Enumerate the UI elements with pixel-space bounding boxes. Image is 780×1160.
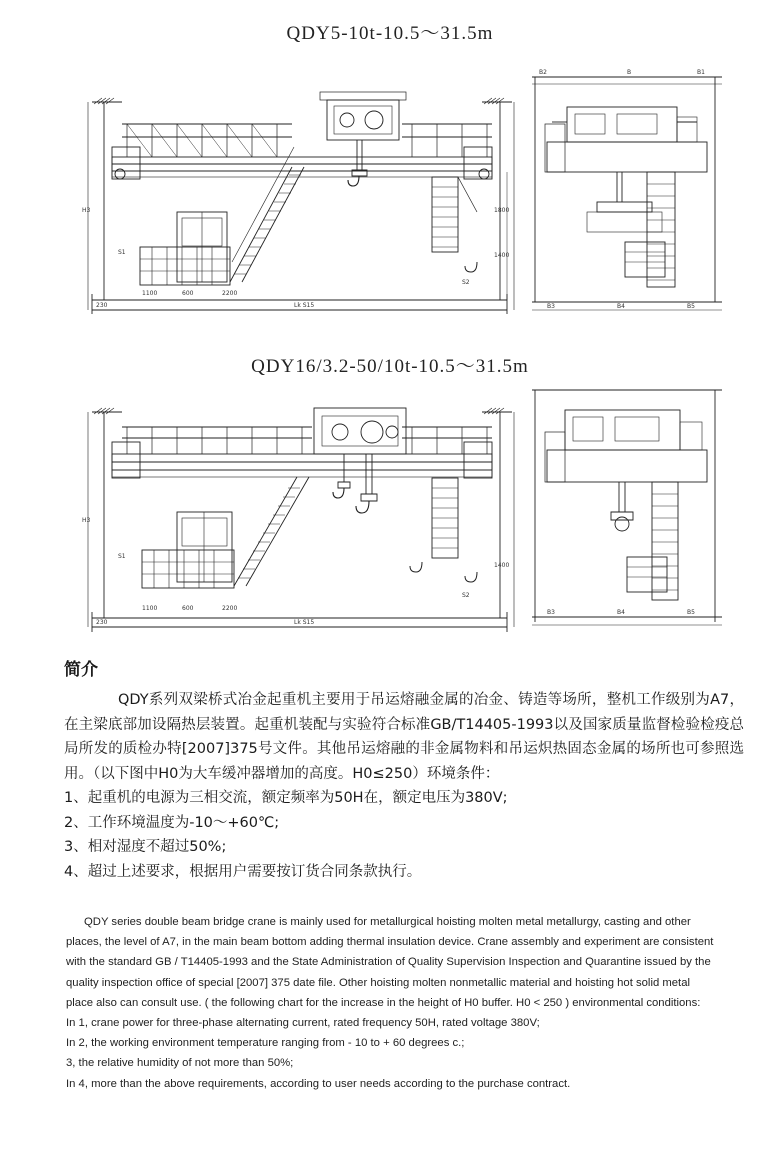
dim-label: S1 — [118, 553, 126, 560]
dim-label: B5 — [687, 303, 695, 310]
dim-label: Lk S15 — [294, 619, 315, 626]
dim-label: H3 — [82, 207, 91, 214]
section-heading-intro: 简介 — [64, 660, 98, 680]
dim-label: 230 — [96, 619, 108, 626]
intro-paragraph: QDY系列双梁桥式冶金起重机主要用于吊运熔融金属的冶金、铸造等场所，整机工作级别为A7，在主梁底部加设隔热层装置。起重机装配与实验符合标准GB/T14405-1993以及国家质量监督检验检疫总局所发的质检办特[2007]375号文件。其他吊运熔融的非金属物料和吊运炽热固态金属的场所也可参照选用。（以下图中H0为大车缓冲器增加的高度。H0≤250）环境条件： — [64, 692, 744, 782]
diagram-1-title: QDY5-10t-10.5～31.5m — [286, 23, 494, 44]
english-condition-item: In 2, the working environment temperature ranging from - 10 to + 60 degrees c.; — [66, 1037, 465, 1050]
condition-item: 4、超过上述要求，根据用户需要按订货合同条款执行。 — [64, 863, 422, 880]
dim-label: 2200 — [222, 290, 238, 297]
intro-chinese-text — [64, 688, 744, 884]
condition-item: 2、工作环境温度为-10～+60℃; — [64, 814, 280, 831]
dim-label: B — [627, 69, 632, 76]
english-paragraph: QDY series double beam bridge crane is mainly used for metallurgical hoisting molten metal metallurgy, casting and other places, the level of A7, in the main beam bottom adding thermal insulation device. Crane assembly and experiment are consistent with the standard GB / T14405-1993 and the State Administration of Quality Supervision Inspection and Quarantine issued by the quality inspection office of special [2007] 375 date file. Other hoisting molten nonmetallic material and hoisting hot solid metal place also can consult use. ( the following chart for the increase in the height of H0 buffer. H0 < 250 ) environmental conditions: — [66, 916, 714, 1009]
intro-english-text — [66, 912, 716, 1094]
dim-label: S1 — [118, 249, 126, 256]
crane-side-view-drawing-1 — [527, 62, 727, 322]
dim-label: B4 — [617, 303, 625, 310]
condition-item: 1、起重机的电源为三相交流，额定频率为50H在，额定电压为380V; — [64, 790, 508, 806]
dim-label: B1 — [697, 69, 705, 76]
dim-label: B2 — [539, 69, 547, 76]
dim-label: H3 — [82, 517, 91, 524]
dim-label: 600 — [182, 605, 194, 612]
dim-label: 1100 — [142, 605, 158, 612]
condition-item: 3、相对湿度不超过50%; — [64, 839, 227, 855]
english-condition-item: In 1, crane power for three-phase alternating current, rated frequency 50H, rated voltage 380V; — [66, 1017, 540, 1030]
dim-label: B3 — [547, 609, 555, 616]
dim-label: B4 — [617, 609, 625, 616]
diagram-2-title: QDY16/3.2-50/10t-10.5～31.5m — [251, 356, 529, 377]
english-condition-item: 3, the relative humidity of not more than 50%; — [66, 1057, 294, 1070]
crane-elevation-drawing-2 — [82, 382, 522, 637]
dim-label: 1400 — [494, 562, 510, 569]
dim-label: Lk S15 — [294, 302, 315, 309]
dim-label: B3 — [547, 303, 555, 310]
dim-label: 600 — [182, 290, 194, 297]
dim-label: 1100 — [142, 290, 158, 297]
crane-side-view-drawing-2 — [527, 382, 727, 637]
dim-label: 1400 — [494, 252, 510, 259]
dim-label: 2200 — [222, 605, 238, 612]
dim-label: 230 — [96, 302, 108, 309]
dim-label: S2 — [462, 592, 470, 599]
english-condition-item: In 4, more than the above requirements, according to user needs according to the purchase contract. — [66, 1077, 571, 1090]
dim-label: 1800 — [494, 207, 510, 214]
dim-label: B5 — [687, 609, 695, 616]
dim-label: S2 — [462, 279, 470, 286]
crane-elevation-drawing-1 — [82, 62, 522, 322]
